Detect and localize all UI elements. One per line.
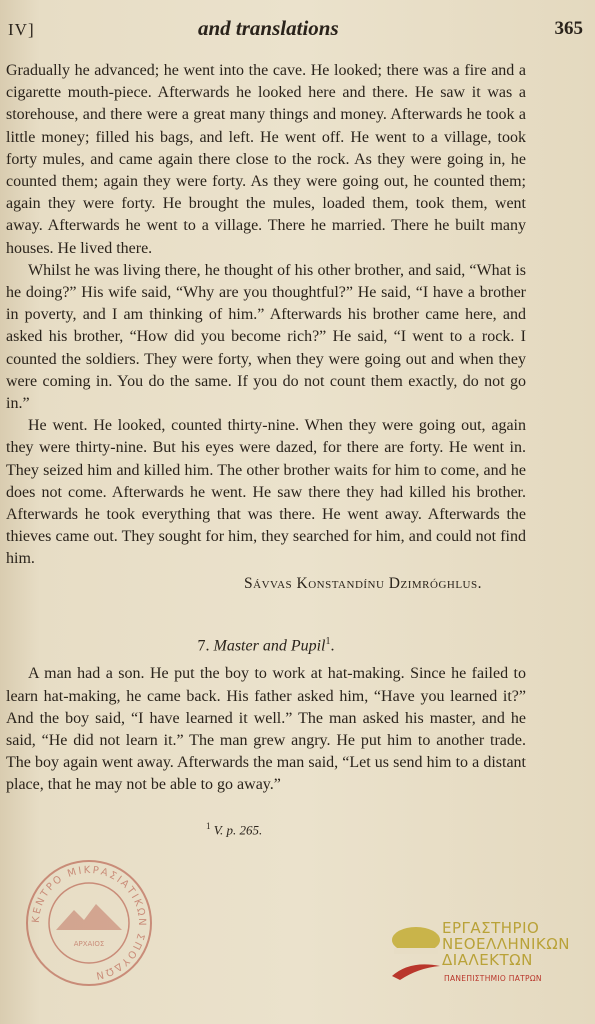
paragraph: Whilst he was living there, he thought of his other brother, and said, “What is he doing?” His wife said, “Why are you thoughtful?” He said, “I have a brother in poverty, and I am thinking of him.” Afterwards his brother came here, and asked his brother, “How did you become rich?” He said, “I went to a rock. I counted the soldiers. They were forty, when they were going out and when they were coming in. You do the same. If you do not count them exactly, do not go in.” (6, 261, 526, 413)
footnote-text: V. p. 265. (213, 821, 263, 837)
library-stamp (24, 858, 154, 988)
footnote (6, 815, 526, 842)
logo-text (442, 920, 570, 968)
logo-subtitle: ΠΑΝΕΠΙΣΤΗΜΙΟ ΠΑΤΡΩΝ (444, 974, 542, 983)
page-body (6, 60, 526, 841)
paragraph: He went. He looked, counted thirty-nine. When they were going out, again they were thirty-nine. But his eyes were dazed, for there are forty. He went in. They seized him and killed him. The other brother waits for him to come, and he does not come. Afterwards he went. He saw there they had killed his brother. Afterwards he took everything that was there. He went away. Afterwards the thieves came out. They sought for him, they searched for him, and could not find him. (6, 417, 526, 568)
story-title: Master and Pupil (213, 637, 326, 655)
logo-line-2: ΝΕΟΕΛΛΗΝΙΚΩΝ (442, 935, 570, 953)
paragraph: A man had a son. He put the boy to work at hat-making. Since he failed to learn hat-making, he came back. His father asked him, “Have you learned it?” And the boy said, “I have learned it well.” The man asked his master, and he said, “He did not learn it.” The man grew angry. He put him to another trade. The boy again went away. Afterwards the man said, “Let us send him to a distant place, that he may not be able to go away.” (6, 665, 526, 794)
running-header (8, 14, 583, 44)
page-number: 365 (554, 18, 583, 39)
footnote-mark: 1 (325, 635, 331, 647)
narrator-signature: Sávvas Konstandínu Dzimróghlus. (244, 574, 482, 592)
footnote-number: 1 (206, 820, 211, 831)
logo-line-1: ΕΡΓΑΣΤΗΡΙΟ (442, 919, 540, 937)
story-heading: 7. Master and Pupil$^1$. (197, 635, 335, 655)
story-number: 7. (197, 637, 210, 655)
chapter-marker: IV] (8, 20, 35, 39)
logo-line-3: ΔΙΑΛΕΚΤΩΝ (442, 951, 533, 969)
mountain-icon (56, 904, 122, 930)
stamp-inner-text: ΑΡΧΑΙΟΣ (73, 940, 105, 948)
institution-logo (390, 918, 580, 1008)
stamp-ring-text: ΚΕΝΤΡΟ ΜΙΚΡΑΣΙΑΤΙΚΩΝ ΣΠΟΥΔΩΝ (30, 864, 148, 981)
logo-emblem-icon (390, 922, 442, 982)
running-title: and translations (198, 16, 339, 40)
paragraph: Gradually he advanced; he went into the cave. He looked; there was a fire and a cigarette mouth-piece. Afterwards he looked here and there. He saw it was a storehouse, and there were a great many things and money. Afterwards he took a little money; filled his bags, and left. He went off. He went to a village, took forty mules, and came again there close to the rock. As they were going in, he counted them; again they were forty. As they were going out, he counted them; again they were forty. He brought the mules, loaded them, took them, went away. Afterwards he went to a village. There he married. There he built many houses. He lived there. (6, 62, 526, 257)
